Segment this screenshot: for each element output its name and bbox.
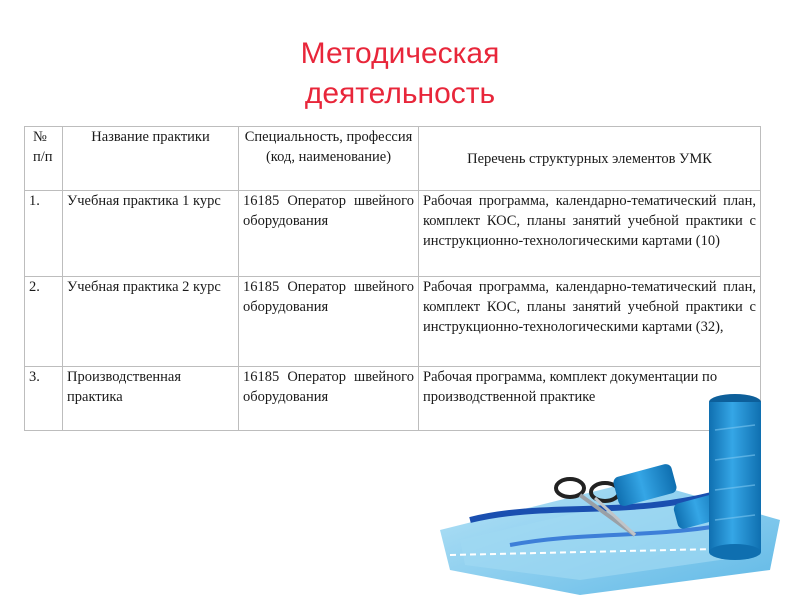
row-specialty: 16185 Оператор швейного оборудования [239, 277, 419, 367]
row-name: Производственная практика [63, 367, 239, 431]
row-elements: Рабочая программа, календарно-тематический план, комплект КОС, планы занятий учебной практики с инструкционно-технологическими картами (32), [419, 277, 761, 367]
header-name: Название практики [63, 127, 239, 191]
page-title [0, 34, 800, 114]
page-title-line-2: деятельность [304, 77, 496, 110]
row-num: 3. [25, 367, 63, 431]
row-num: 1. [25, 191, 63, 277]
header-elements: Перечень структурных элементов УМК [419, 127, 761, 191]
row-num: 2. [25, 277, 63, 367]
table-row [25, 277, 761, 367]
page-title-line-1: Методическая [300, 37, 500, 70]
row-name: Учебная практика 1 курс [63, 191, 239, 277]
row-specialty: 16185 Оператор швейного оборудования [239, 191, 419, 277]
header-num: № п/п [25, 127, 63, 191]
thread-spool-icon [709, 394, 761, 560]
row-specialty: 16185 Оператор швейного оборудования [239, 367, 419, 431]
row-elements: Рабочая программа, комплект документации по производственной практике [419, 367, 761, 431]
table-row [25, 191, 761, 277]
table-header-row [25, 127, 761, 191]
row-elements: Рабочая программа, календарно-тематический план, комплект КОС, планы занятий учебной практики с инструкционно-технологическими картами (10) [419, 191, 761, 277]
row-name: Учебная практика 2 курс [63, 277, 239, 367]
header-specialty: Специальность, профессия (код, наименование) [239, 127, 419, 191]
sewing-supplies-illustration [430, 370, 800, 600]
